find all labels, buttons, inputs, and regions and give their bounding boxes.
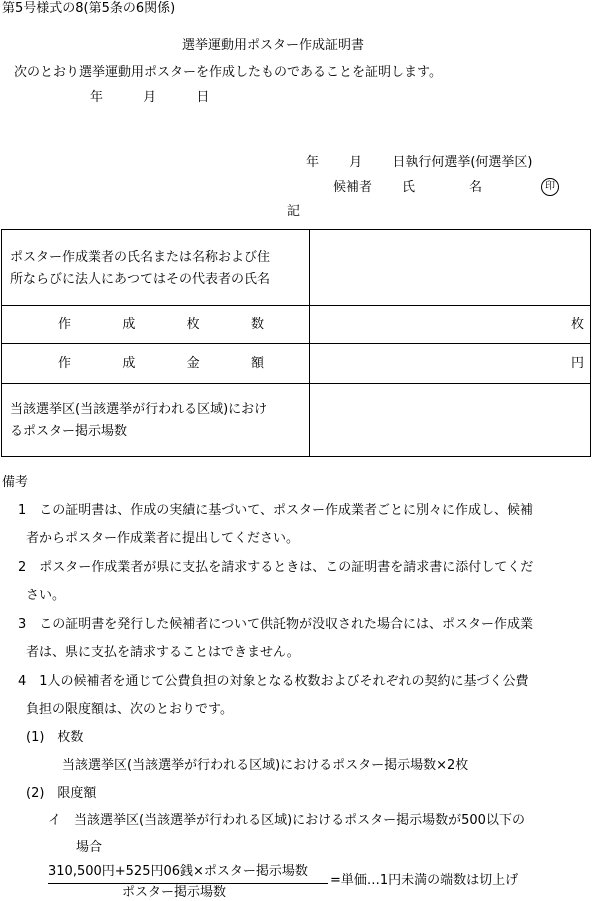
document-title: 選挙運動用ポスター作成証明書 [182,38,365,53]
contractor-label: ポスター作成業者の氏名または名称および住 所ならびに法人にあつてはその代表者の氏名 [2,230,310,306]
note-4: 4 1人の候補者を通じて公費負担の対象となる枚数およびそれぞれの契約に基づく公費 [18,674,529,689]
note-3: 3 この証明書を発行した候補者について供託物が没収された場合には、ポスター作成業 [18,617,534,632]
table-row-count [2,306,591,344]
date-year: 年 [90,90,104,105]
note-2: 2 ポスター作成業者が県に支払を請求するときは、この証明書を請求書に添付してくだ [18,560,534,575]
note-3-cont: 者は、県に支払を請求することはできません。 [26,645,300,660]
note-4-1-heading: (1) 枚数 [26,730,84,745]
date-day: 日 [196,90,210,105]
table-row-amount [2,344,591,384]
date-line [90,91,209,104]
amount-value: 円 [310,344,591,384]
table-row-contractor [2,230,591,306]
count-label: 作 成 枚 数 [2,306,310,344]
form-number: 第5号様式の8(第5条の6関係) [2,1,176,16]
formula-denominator: ポスター掲示場数 [122,885,227,900]
amount-label: 作 成 金 額 [2,344,310,384]
sites-label: 当該選挙区(当該選挙が行われる区域)におけ るポスター掲示場数 [2,384,310,457]
date-month: 月 [143,90,157,105]
sites-value [310,384,591,457]
count-value: 枚 [310,306,591,344]
contractor-value [310,230,591,306]
table-row-sites [2,384,591,457]
note-2-cont: さい。 [26,588,66,603]
name-char-1: 氏 [402,180,416,195]
intro-text: 次のとおり選挙運動用ポスターを作成したものであることを証明します。 [14,65,442,80]
name-char-2: 名 [469,180,483,195]
notes-title: 備考 [2,475,29,490]
seal-icon: 印 [541,178,559,196]
note-4-cont: 負担の限度額は、次のとおりです。 [26,702,233,717]
note-4-2-heading: (2) 限度額 [26,786,97,801]
election-line [306,156,532,169]
candidate-label: 候補者 [333,180,373,195]
note-1-cont: 者からポスター作成業者に提出してください。 [26,531,300,546]
candidate-line [333,181,482,194]
fraction-bar [48,883,328,884]
certificate-table [1,229,591,457]
formula-numerator: 310,500円+525円06銭×ポスター掲示場数 [48,864,308,879]
formula-result: =単価…1円未満の端数は切上げ [330,873,519,888]
note-4-2-i-cont: 場合 [76,840,103,855]
ki-heading: 記 [287,204,301,219]
note-4-1-body: 当該選挙区(当該選挙が行われる区域)におけるポスター掲示場数×2枚 [62,758,469,773]
election-name: 日執行何選挙(何選挙区) [392,155,533,170]
note-1: 1 この証明書は、作成の実績に基づいて、ポスター作成業者ごとに別々に作成し、候補 [18,503,534,518]
election-year: 年 [306,155,320,170]
note-4-2-i: イ 当該選挙区(当該選挙が行われる区域)におけるポスター掲示場数が500以下の [48,813,525,828]
election-month: 月 [349,155,363,170]
